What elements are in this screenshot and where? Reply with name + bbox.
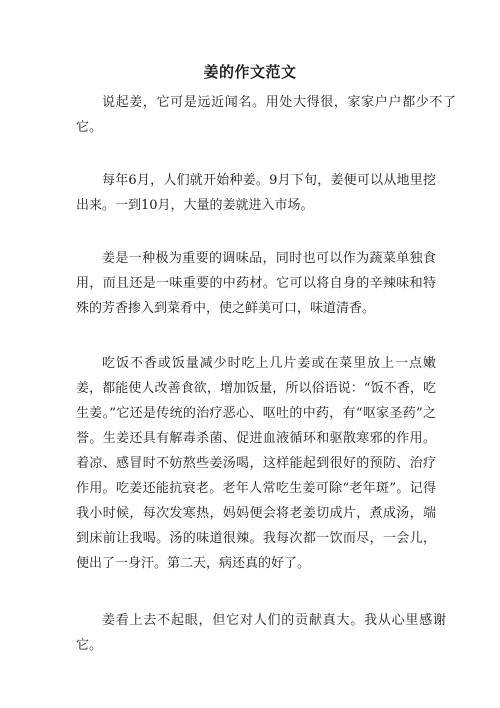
paragraph-conclusion: 姜看上去不起眼，但它对人们的贡献真大。我从心里感谢它。 <box>76 613 446 653</box>
paragraph-intro: 说起姜，它可是远近闻名。用处大得很，家家户户都少不了它。 <box>76 95 456 135</box>
page-title: 姜的作文范文 <box>203 63 297 81</box>
paragraph-benefits: 吃饭不香或饭量减少时吃上几片姜或在菜里放上一点嫩姜，都能使人改善食欲，增加饭量，所以俗语说：“饭不香，吃生姜。”它还是传统的治疗恶心、呕吐的中药，有“呕家圣药”之誉。生姜还具有解毒杀菌、促进血液循环和驱散寒邪的作用。着凉、感冒时不妨熬些姜汤喝，这样能起到很好的预防、治疗作用。吃姜还能抗衰老。老年人常吃生姜可除“老年斑”。记得我小时候，每次发寒热，妈妈便会将老姜切成片，煮成汤，端到床前让我喝。汤的味道很辣。我每次都一饮而尽，一会儿，便出了一身汗。第二天，病还真的好了。 <box>76 356 436 571</box>
paragraph-planting: 每年6月，人们就开始种姜。9月下旬，姜便可以从地里挖出来。一到10月，大量的姜就进入市场。 <box>76 173 436 213</box>
paragraph-uses: 姜是一种极为重要的调味品，同时也可以作为蔬菜单独食用，而且还是一味重要的中药材。它可以将自身的辛辣味和特殊的芳香掺入到菜肴中，使之鲜美可口，味道清香。 <box>76 251 436 316</box>
